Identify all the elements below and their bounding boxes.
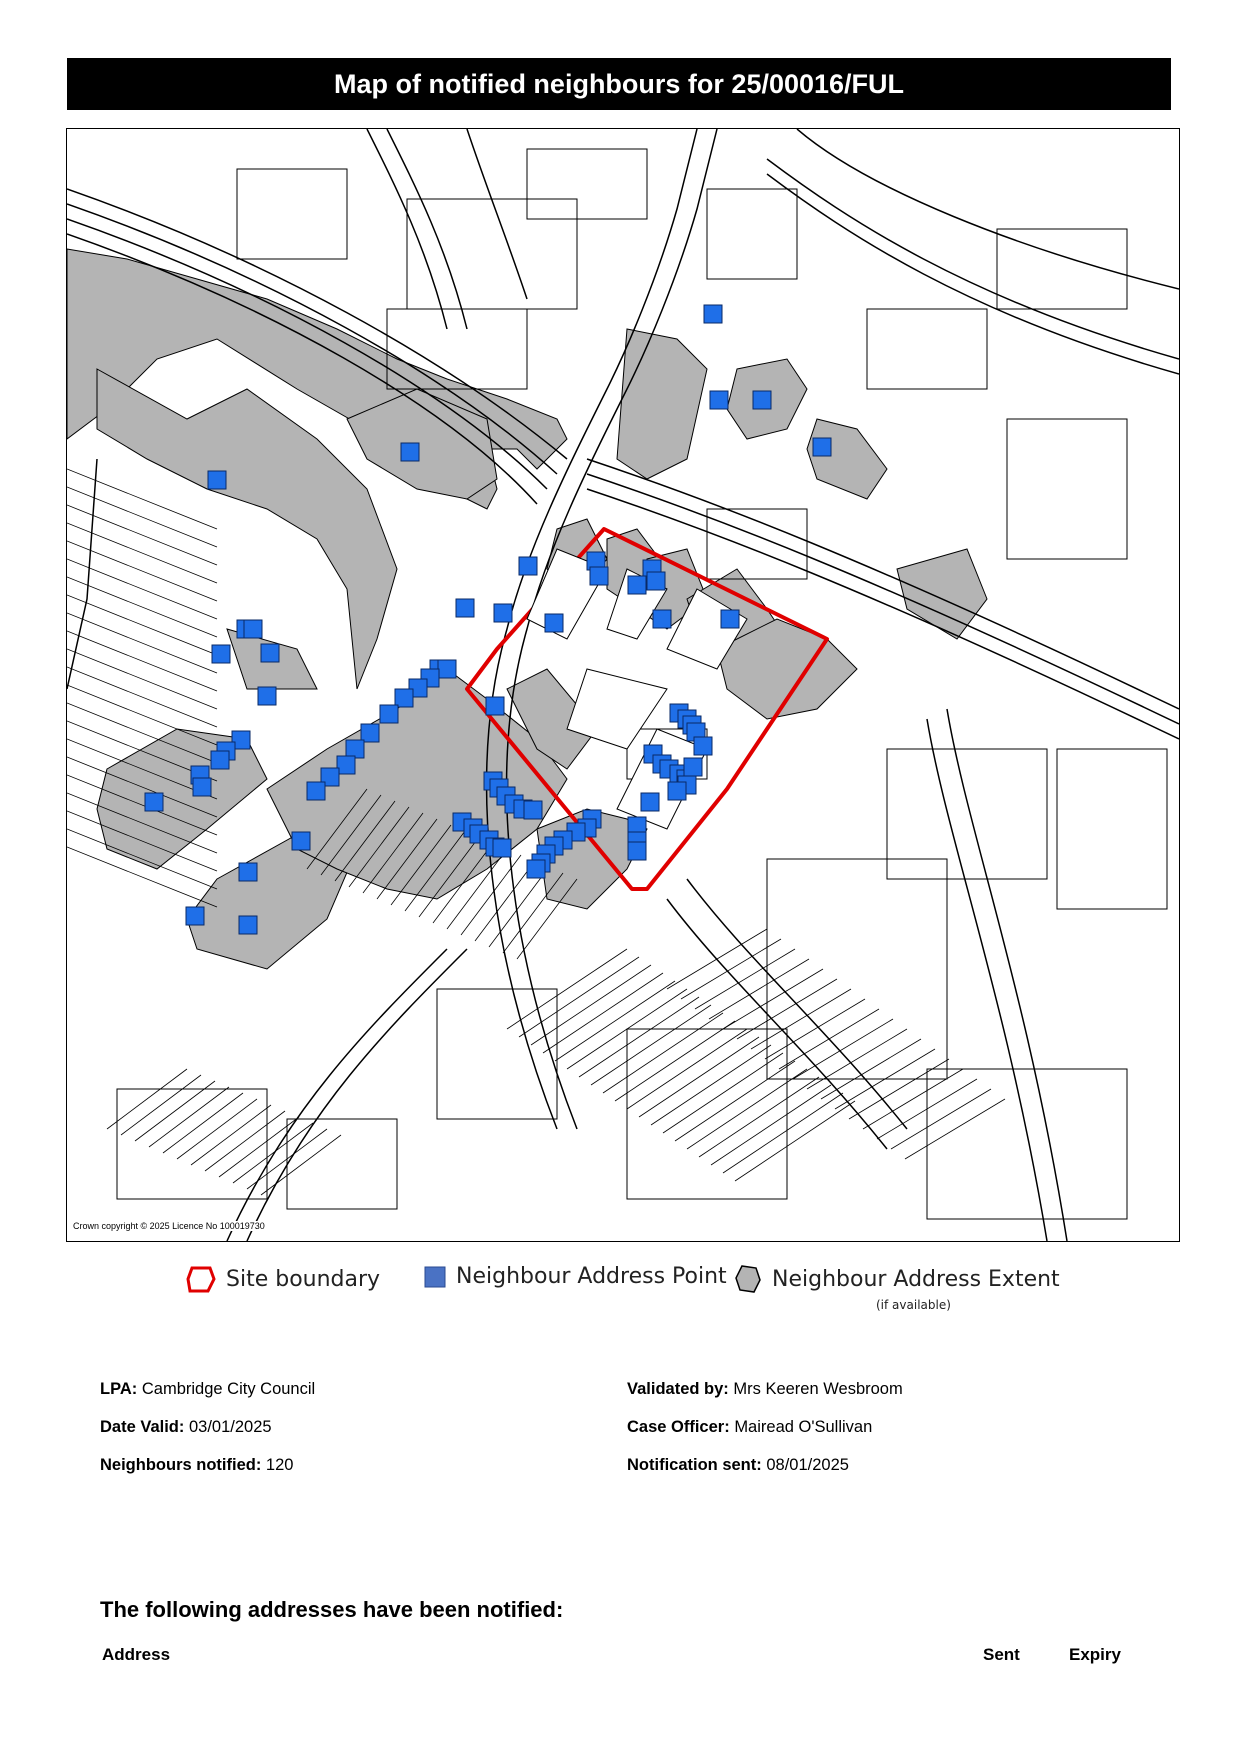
terrace-line [603,1013,723,1093]
terrace-line [531,965,651,1045]
column-expiry: Expiry [1069,1645,1121,1664]
address-point-marker [456,599,474,617]
address-point-marker [647,572,665,590]
address-point-marker [244,620,262,638]
terrace-line [675,1061,795,1141]
address-point-marker [641,793,659,811]
address-point-marker [361,724,379,742]
terrace-line [475,861,535,941]
address-point-marker [292,832,310,850]
terrace-line [751,989,851,1049]
address-point-marker [239,863,257,881]
address-point-marker [710,391,728,409]
terrace-line [163,1093,243,1153]
officer-label: Case Officer: [627,1418,730,1436]
addresses-title: The following addresses have been notified: [100,1597,564,1622]
neighbours-label: Neighbours notified: [100,1456,262,1474]
address-point-marker [208,471,226,489]
terrace-line [233,1123,313,1183]
building-outline [287,1119,397,1209]
building-outline [437,989,557,1119]
officer-value: Mairead O'Sullivan [734,1418,873,1436]
address-point-marker [493,839,511,857]
terrace-line [591,1005,711,1085]
building-outline [237,169,347,259]
terrace-line [135,1081,215,1141]
building-outline [1057,749,1167,909]
address-point-marker [186,907,204,925]
terrace-line [261,1135,341,1195]
building-outline [707,509,807,579]
address-point-marker [337,756,355,774]
terrace-line [67,631,217,691]
terrace-line [891,1089,991,1149]
terrace-line [711,1085,831,1165]
column-sent: Sent [983,1645,1020,1664]
terrace-line [191,1105,271,1165]
address-point-marker [401,443,419,461]
legend-site-boundary [186,1264,380,1294]
address-point-marker [261,644,279,662]
terrace-line [615,1021,735,1101]
officer-row [627,1418,903,1456]
address-point-icon [424,1266,446,1288]
address-point-marker [486,697,504,715]
building-outline [527,149,647,219]
terrace-line [723,1093,843,1173]
address-point-marker [628,576,646,594]
column-address: Address [102,1645,171,1664]
terrace-line [793,1019,893,1079]
lpa-label: LPA: [100,1380,138,1398]
terrace-line [779,1009,879,1069]
lpa-row [100,1380,315,1418]
building-outline [1007,419,1127,559]
legend-site-boundary-label: Site boundary [226,1266,381,1292]
lpa-value: Cambridge City Council [141,1380,316,1398]
building-outline [117,1089,267,1199]
address-point-marker [380,705,398,723]
address-point-marker [590,567,608,585]
terrace-line [687,1069,807,1149]
sent-value: 08/01/2025 [766,1456,849,1474]
terrace-line [107,1069,187,1129]
terrace-line [67,595,217,655]
terrace-line [807,1029,907,1089]
address-point-marker [524,801,542,819]
validated-row [627,1380,903,1418]
legend-address-extent [734,1264,1060,1294]
address-point-marker [684,758,702,776]
map-canvas [67,129,1179,1241]
address-point-marker [239,916,257,934]
address-point-marker [438,660,456,678]
neighbour-map[interactable] [66,128,1180,1242]
terrace-line [519,957,639,1037]
site-boundary-icon [186,1264,216,1294]
address-point-marker [212,645,230,663]
address-point-marker [395,689,413,707]
terrace-line [67,667,217,727]
terrace-line [205,1111,285,1171]
sent-label: Notification sent: [627,1456,762,1474]
address-point-marker [258,687,276,705]
address-point-marker [193,778,211,796]
terrace-line [67,487,217,547]
terrace-line [67,685,217,745]
address-point-marker [307,782,325,800]
sent-row [627,1456,903,1494]
terrace-line [503,873,563,953]
map-legend [0,1264,1240,1314]
terrace-line [681,939,781,999]
terrace-line [663,1053,783,1133]
legend-address-point [424,1264,727,1289]
terrace-line [849,1059,949,1119]
date-valid-value: 03/01/2025 [188,1418,272,1436]
terrace-line [555,981,675,1061]
terrace-line [579,997,699,1077]
address-point-marker [545,614,563,632]
page-title: Map of notified neighbours for 25/00016/FUL [67,58,1171,110]
date-valid-label: Date Valid: [100,1418,185,1436]
address-point-marker [494,604,512,622]
terrace-line [489,867,549,947]
terrace-line [863,1069,963,1129]
address-point-marker [753,391,771,409]
terrace-line [177,1099,257,1159]
terrace-line [667,929,767,989]
neighbours-row [100,1456,315,1494]
address-extent [97,729,267,869]
terrace-line [67,613,217,673]
terrace-line [67,559,217,619]
address-extent [897,549,987,639]
address-extent [617,329,707,479]
validated-label: Validated by: [627,1380,729,1398]
terrace-line [121,1075,201,1135]
address-point-marker [628,842,646,860]
address-extent-icon [734,1264,762,1294]
terrace-lines [67,469,1005,1195]
building-outline [407,199,577,309]
address-point-marker [721,610,739,628]
address-point-marker [653,610,671,628]
building-outline [767,859,947,1079]
terrace-line [735,1101,855,1181]
details-right [627,1380,903,1494]
address-point-marker [211,751,229,769]
address-point-marker [813,438,831,456]
address-point-marker [694,737,712,755]
building-outline [867,309,987,389]
terrace-line [627,1029,747,1109]
terrace-line [905,1099,1005,1159]
terrace-line [699,1077,819,1157]
address-extent [807,419,887,499]
address-point-marker [527,860,545,878]
terrace-line [695,949,795,1009]
terrace-line [639,1037,759,1117]
building-outline [927,1069,1127,1219]
terrace-line [651,1045,771,1125]
address-point-marker [346,740,364,758]
validated-value: Mrs Keeren Wesbroom [733,1380,903,1398]
terrace-line [821,1039,921,1099]
terrace-line [149,1087,229,1147]
legend-address-point-label: Neighbour Address Point [456,1264,727,1289]
building-outline [707,189,797,279]
address-point-marker [668,782,686,800]
terrace-line [543,973,663,1053]
details-left [100,1380,315,1494]
terrace-line [67,649,217,709]
date-valid-row [100,1418,315,1456]
map-copyright: Crown copyright © 2025 Licence No 100019730 [73,1221,265,1231]
neighbours-value: 120 [265,1456,294,1474]
legend-address-extent-label: Neighbour Address Extent [772,1266,1060,1292]
address-point-marker [704,305,722,323]
terrace-line [67,577,217,637]
address-point-marker [145,793,163,811]
legend-extent-note: (if available) [876,1298,951,1312]
address-point-marker [519,557,537,575]
